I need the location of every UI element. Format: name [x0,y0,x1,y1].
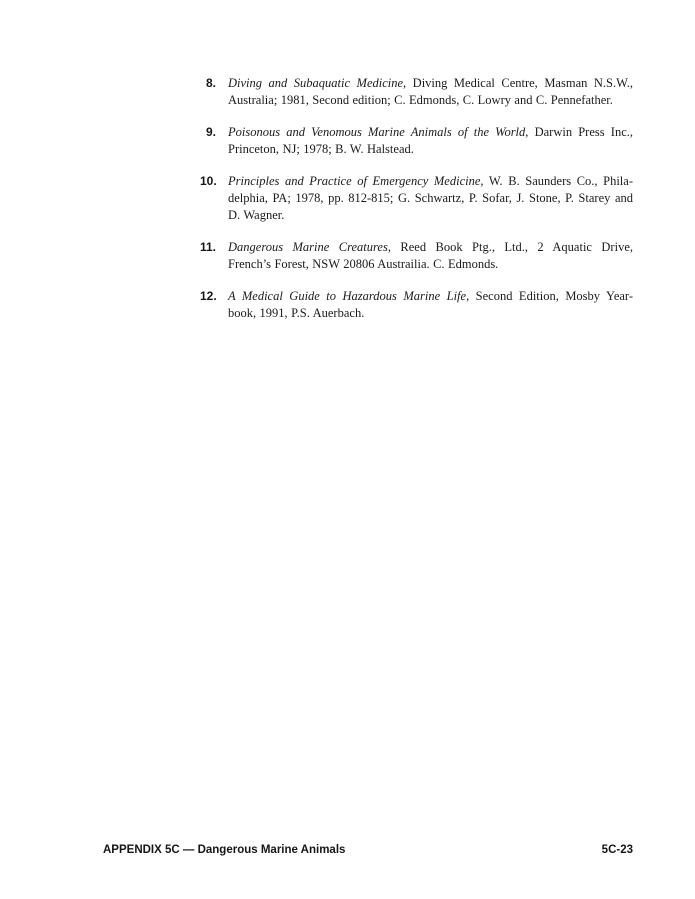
reference-text-line [228,124,633,141]
reference-title: A Medical Guide to Hazardous Marine Life [228,289,467,303]
reference-list [200,75,633,337]
reference-body [228,75,633,109]
reference-body [228,288,633,322]
page-number: 5C-23 [601,844,633,856]
reference-body [228,124,633,158]
reference-title: Principles and Practice of Emergency Medicine [228,174,481,188]
reference-publisher-text: , Darwin Press Inc., [525,125,633,139]
reference-item [200,288,633,322]
reference-text-line: D. Wagner. [228,208,285,222]
reference-publisher-text: , Reed Book Ptg., Ltd., 2 Aquatic Drive, [387,240,633,254]
reference-number: 9. [205,125,216,139]
footer [103,843,633,858]
reference-body [228,173,633,224]
footer-appendix-title: APPENDIX 5C — Dangerous Marine Animals [103,844,346,856]
reference-item [200,173,633,224]
reference-text-line: Australia; 1981, Second edition; C. Edmonds, C. Lowry and C. Pennefather. [228,93,613,107]
reference-number: 12. [200,289,217,303]
reference-text-line [228,173,633,190]
reference-text-line [228,75,633,92]
reference-item [200,124,633,158]
reference-number: 10. [200,174,217,188]
reference-number: 8. [205,76,216,90]
reference-title: Dangerous Marine Creatures [228,240,388,254]
reference-publisher-text: , Second Edition, Mosby Year- [466,289,633,303]
reference-text-line: book, 1991, P.S. Auerbach. [228,306,365,320]
reference-text-line: Princeton, NJ; 1978; B. W. Halstead. [228,142,414,156]
reference-title: Poisonous and Venomous Marine Animals of the World [228,125,526,139]
reference-text-line: delphia, PA; 1978, pp. 812-815; G. Schwartz, P. Sofar, J. Stone, P. Starey and [228,191,633,205]
reference-number: 11. [200,240,217,254]
reference-item [200,75,633,109]
reference-item [200,239,633,273]
reference-publisher-text: , Diving Medical Centre, Masman N.S.W., [403,76,633,90]
reference-body [228,239,633,273]
reference-text-line [228,239,633,256]
reference-text-line [228,288,633,305]
reference-title: Diving and Subaquatic Medicine [228,76,404,90]
reference-publisher-text: , W. B. Saunders Co., Phila- [480,174,633,188]
reference-text-line: French’s Forest, NSW 20806 Austrailia. C. Edmonds. [228,257,499,271]
